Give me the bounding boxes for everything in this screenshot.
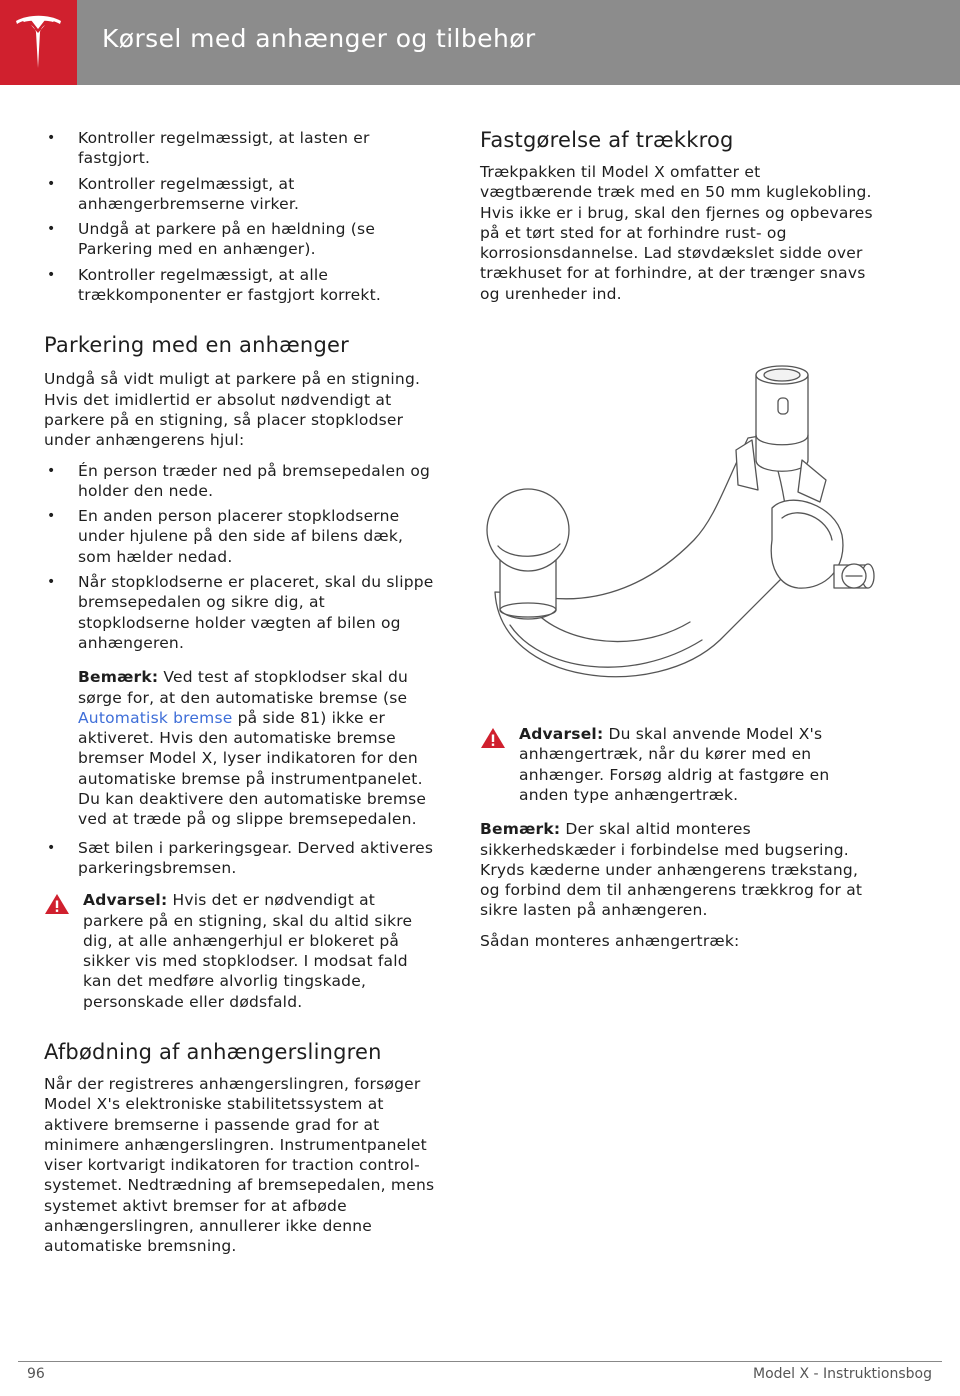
page-title: Kørsel med anhænger og tilbehør <box>102 24 536 53</box>
auto-brake-link[interactable]: Automatisk bremse <box>78 708 233 727</box>
list-item: • Kontroller regelmæssigt, at anhængerbremserne virker. <box>47 174 300 213</box>
footer-divider <box>18 1361 942 1362</box>
install-intro: Sådan monteres anhængertræk: <box>480 931 740 950</box>
page-number: 96 <box>27 1366 45 1382</box>
parking-steps <box>44 461 439 879</box>
auto-brake-note: Bemærk: Ved test af stopklodser skal du sørge for, at den automatiske bremse (se Automatisk bremse på side 81) ikke er aktiveret. Hvis den automatiske bremse bremser Model X, lyser indikatoren for den automatiske bremse på instrumentpanelet. Du kan deaktivere den automatiske bremse ved at træde på og slippe bremsepedalen. <box>78 668 427 829</box>
parking-intro: Undgå så vidt muligt at parkere på en stigning. Hvis det imidlertid er absolut nødvendigt at parkere på en stigning, så placer stopklodser under anhængerens hjul: <box>44 370 421 450</box>
hitch-intro: Trækpakken til Model X omfatter et vægtbærende træk med en 50 mm kuglekobling. Hvis ikke er i brug, skal den fjernes og opbevares på et tørt sted for at forhindre rust- og korrosionsdannelse. Lad støvdækslet sidde over trækhuset for at forhindre, at der trænger snavs og urenheder ind. <box>480 163 873 303</box>
right-column <box>480 128 875 961</box>
warning-icon <box>480 727 506 749</box>
safety-chain-note: Bemærk: Der skal altid monteres sikkerhedskæder i forbindelse med bugsering. Kryds kæderne under anhængerens trækstang, og forbind dem til anhængerens trækkrog for at sikre lasten på anhængeren. <box>480 820 863 920</box>
section-heading-parking: Parkering med en anhænger <box>44 333 349 358</box>
sway-body: Når der registreres anhængerslingren, forsøger Model X's elektroniske stabilitetssystem at aktivere bremserne i passende grad for at minimere anhængerslingren. Instrumentpanelet viser kortvarigt indikatoren for traction control-systemet. Nedtrædning af bremsepedalen, mens systemet aktivt bremser for at afbøde anhængerslingren, annullerer ikke denne automatiske bremsning. <box>44 1074 435 1256</box>
list-item: • En anden person placerer stopklodserne under hjulene på den side af bilens dæk, som hælder nedad. <box>47 507 404 566</box>
list-item: • Kontroller regelmæssigt, at alle trækkomponenter er fastgjort korrekt. <box>47 265 381 305</box>
warning-icon <box>44 893 70 915</box>
left-column <box>44 128 439 1267</box>
footer-manual-title: Model X - Instruktionsbog <box>753 1366 932 1382</box>
tesla-logo-icon <box>14 15 63 70</box>
list-item: • Kontroller regelmæssigt, at lasten er fastgjort. <box>47 129 370 168</box>
general-checklist <box>44 128 439 305</box>
list-item: • Undgå at parkere på en hældning (se Parkering med en anhænger). <box>47 220 376 259</box>
list-item: • Når stopklodserne er placeret, skal du slippe bremsepedalen og sikre dig, at stopklodserne holder vægten af bilen og anhængeren. Bemærk: Ved test af stopklodser skal du sørge for, at den automatiske bremse (se Automatisk bremse på side 81) ikke er aktiveret. Hvis den automatiske bremse bremser Model X, lyser indikatoren for den automatiske bremse på instrumentpanelet. Du kan deaktivere den automatiske bremse ved at træde på og slippe bremsepedalen. <box>44 572 439 830</box>
section-heading-hitch: Fastgørelse af trækkrog <box>480 128 734 152</box>
list-item: • Sæt bilen i parkeringsgear. Derved aktiveres parkeringsbremsen. <box>47 838 434 877</box>
list-item: • Én person træder ned på bremsepedalen og holder den nede. <box>47 461 431 500</box>
hitch-warning: Advarsel: Du skal anvende Model X's anhængertræk, når du kører med en anhænger. Forsøg aldrig at fastgøre en anden type anhængertræk. <box>480 724 875 805</box>
tow-hitch-illustration <box>480 340 875 700</box>
parking-warning: Advarsel: Hvis det er nødvendigt at parkere på en stigning, skal du altid sikre dig, at alle anhængerhjul er blokeret på sikker vis med stopklodser. I modsat fald kan det medføre alvorlig tingskade, personskade eller dødsfald. <box>44 890 439 1012</box>
section-heading-sway: Afbødning af anhængerslingren <box>44 1039 382 1064</box>
brand-logo <box>0 0 77 85</box>
page-header <box>0 0 960 85</box>
